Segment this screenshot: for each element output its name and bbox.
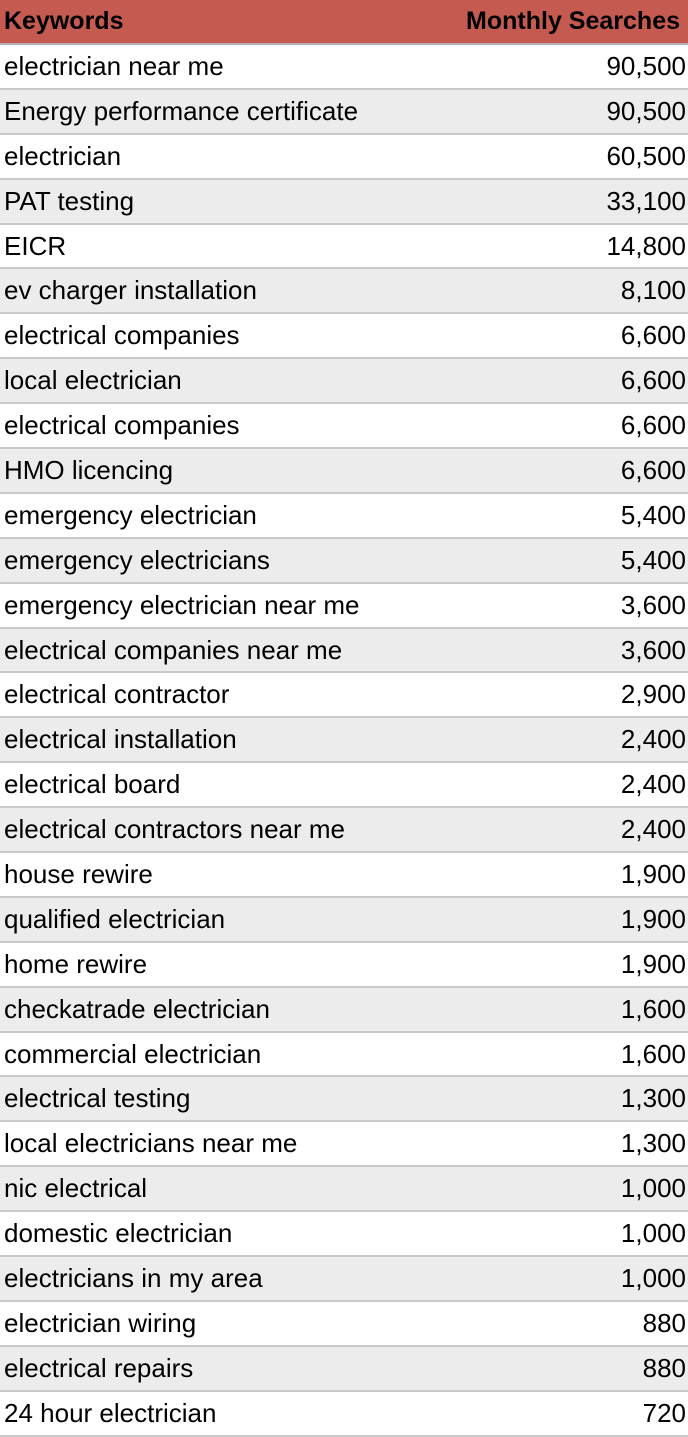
monthly-searches-cell: 14,800 <box>606 230 686 261</box>
monthly-searches-cell: 33,100 <box>606 185 686 216</box>
monthly-searches-cell: 2,400 <box>620 814 686 845</box>
table-row <box>0 853 688 898</box>
table-row <box>0 404 688 449</box>
table-row <box>0 1033 688 1078</box>
keyword-cell: electrical repairs <box>4 1352 194 1383</box>
monthly-searches-cell: 5,400 <box>620 499 686 530</box>
keyword-cell: emergency electrician <box>4 499 257 530</box>
keyword-cell: electrician near me <box>4 50 224 81</box>
table-row <box>0 1212 688 1257</box>
keyword-cell: PAT testing <box>4 185 135 216</box>
keyword-cell: emergency electrician near me <box>4 589 360 620</box>
table-row <box>0 225 688 270</box>
table-row <box>0 449 688 494</box>
table-row <box>0 1347 688 1392</box>
table-row <box>0 45 688 90</box>
keyword-cell: emergency electricians <box>4 544 270 575</box>
keyword-cell: 24 hour electrician <box>4 1397 217 1428</box>
monthly-searches-cell: 6,600 <box>620 320 686 351</box>
table-row <box>0 539 688 584</box>
monthly-searches-cell: 6,600 <box>620 365 686 396</box>
table-row <box>0 1167 688 1212</box>
monthly-searches-cell: 3,600 <box>620 634 686 665</box>
keyword-cell: house rewire <box>4 858 153 889</box>
monthly-searches-cell: 1,300 <box>620 1128 686 1159</box>
table-row <box>0 808 688 853</box>
keyword-cell: electrical contractor <box>4 679 230 710</box>
monthly-searches-cell: 1,000 <box>620 1173 686 1204</box>
keyword-cell: commercial electrician <box>4 1038 262 1069</box>
keyword-cell: local electricians near me <box>4 1128 298 1159</box>
keyword-cell: electrical board <box>4 769 181 800</box>
monthly-searches-cell: 2,900 <box>620 679 686 710</box>
keyword-cell: nic electrical <box>4 1173 148 1204</box>
table-row <box>0 1257 688 1302</box>
table-row <box>0 763 688 808</box>
monthly-searches-cell: 2,400 <box>620 769 686 800</box>
monthly-searches-cell: 1,000 <box>620 1218 686 1249</box>
monthly-searches-cell: 1,900 <box>620 948 686 979</box>
monthly-searches-cell: 1,900 <box>620 858 686 889</box>
keyword-cell: electrical companies <box>4 320 240 351</box>
table-row <box>0 898 688 943</box>
table-row <box>0 1302 688 1347</box>
monthly-searches-cell: 90,500 <box>606 95 686 126</box>
monthly-searches-cell: 6,600 <box>620 410 686 441</box>
keyword-cell: electrical installation <box>4 724 237 755</box>
monthly-searches-cell: 5,400 <box>620 544 686 575</box>
keyword-cell: domestic electrician <box>4 1218 233 1249</box>
monthly-searches-cell: 6,600 <box>620 454 686 485</box>
keyword-cell: electrical contractors near me <box>4 814 346 845</box>
keyword-cell: qualified electrician <box>4 903 226 934</box>
table-row <box>0 359 688 404</box>
table-row <box>0 1077 688 1122</box>
monthly-searches-cell: 720 <box>642 1397 686 1428</box>
keyword-cell: HMO licencing <box>4 454 174 485</box>
monthly-searches-cell: 880 <box>642 1352 686 1383</box>
monthly-searches-cell: 8,100 <box>620 275 686 306</box>
monthly-searches-cell: 880 <box>642 1307 686 1338</box>
keyword-cell: electricians in my area <box>4 1263 263 1293</box>
table-row <box>0 90 688 135</box>
keyword-cell: electrical testing <box>4 1083 191 1114</box>
table-row <box>0 718 688 763</box>
monthly-searches-cell: 2,400 <box>620 724 686 755</box>
monthly-searches-column-header: Monthly Searches <box>466 7 680 35</box>
table-row <box>0 629 688 674</box>
table-row <box>0 584 688 629</box>
monthly-searches-cell: 3,600 <box>620 589 686 620</box>
table-row <box>0 135 688 180</box>
table-body <box>0 45 688 1437</box>
table-row <box>0 269 688 314</box>
table-row <box>0 1392 688 1437</box>
table-row <box>0 943 688 988</box>
monthly-searches-cell: 1,300 <box>620 1083 686 1114</box>
table-row <box>0 1122 688 1167</box>
monthly-searches-cell: 1,600 <box>620 1038 686 1069</box>
table-row <box>0 494 688 539</box>
monthly-searches-cell: 90,500 <box>606 50 686 81</box>
monthly-searches-cell: 1,000 <box>620 1263 686 1293</box>
keyword-cell: electrical companies near me <box>4 634 343 665</box>
keywords-column-header: Keywords <box>4 7 124 35</box>
keyword-cell: electrician <box>4 140 122 171</box>
keyword-cell: home rewire <box>4 948 148 979</box>
monthly-searches-cell: 1,600 <box>620 993 686 1024</box>
keyword-cell: EICR <box>4 230 67 261</box>
keyword-cell: ev charger installation <box>4 275 257 306</box>
table-row <box>0 988 688 1033</box>
keyword-cell: local electrician <box>4 365 182 396</box>
table-row <box>0 314 688 359</box>
table-row <box>0 180 688 225</box>
keyword-cell: electrical companies <box>4 410 240 441</box>
keyword-cell: checkatrade electrician <box>4 993 270 1024</box>
monthly-searches-cell: 1,900 <box>620 903 686 934</box>
monthly-searches-cell: 60,500 <box>606 140 686 171</box>
keyword-cell: electrician wiring <box>4 1307 197 1338</box>
table-header-row <box>0 0 688 45</box>
table-row <box>0 673 688 718</box>
keyword-cell: Energy performance certificate <box>4 95 359 126</box>
